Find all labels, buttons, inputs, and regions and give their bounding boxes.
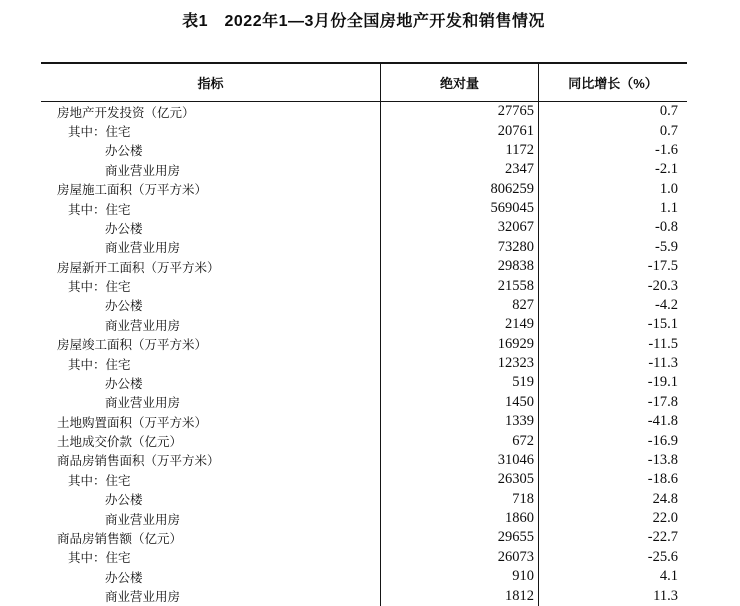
absolute-value-cell: 519: [380, 373, 538, 392]
table-row: [41, 528, 687, 547]
growth-value-cell: -2.1: [538, 160, 687, 179]
growth-value-cell: 1.1: [538, 199, 687, 218]
table-row: [41, 431, 687, 450]
indicator-cell: 其中：住宅: [68, 473, 131, 488]
col-header-indicator: 指标: [197, 76, 224, 91]
indicator-cell: 其中：住宅: [68, 357, 131, 372]
table-row: [41, 335, 687, 354]
absolute-value-cell: 718: [380, 490, 538, 509]
table-row: [41, 141, 687, 160]
indicator-cell: 办公楼: [105, 570, 143, 585]
table-row: [41, 257, 687, 276]
absolute-value-cell: 26305: [380, 470, 538, 489]
table-row: [41, 121, 687, 140]
indicator-cell: 办公楼: [105, 376, 143, 391]
growth-value-cell: 11.3: [538, 586, 687, 605]
col-header-yoy-growth: 同比增长（%）: [538, 64, 687, 101]
absolute-value-cell: 20761: [380, 121, 538, 140]
growth-value-cell: -25.6: [538, 548, 687, 567]
absolute-value-cell: 27765: [380, 102, 538, 121]
absolute-value-cell: 1450: [380, 393, 538, 412]
growth-value-cell: -0.8: [538, 218, 687, 237]
table-row: [41, 412, 687, 431]
growth-value-cell: -11.5: [538, 335, 687, 354]
growth-value-cell: -20.3: [538, 276, 687, 295]
table-row: [41, 315, 687, 334]
absolute-value-cell: 31046: [380, 451, 538, 470]
indicator-cell: 商业营业用房: [105, 512, 181, 527]
absolute-value-cell: 2149: [380, 315, 538, 334]
absolute-value-cell: 73280: [380, 238, 538, 257]
absolute-value-cell: 672: [380, 431, 538, 450]
growth-value-cell: -1.6: [538, 141, 687, 160]
absolute-value-cell: 1339: [380, 412, 538, 431]
absolute-value-cell: 2347: [380, 160, 538, 179]
indicator-cell: 商业营业用房: [105, 590, 181, 605]
table-row: [41, 586, 687, 605]
indicator-cell: 商业营业用房: [105, 241, 181, 256]
indicator-cell: 其中：住宅: [68, 280, 131, 295]
table-header-row: [41, 64, 687, 102]
indicator-cell: 商业营业用房: [105, 396, 181, 411]
absolute-value-cell: 1860: [380, 509, 538, 528]
indicator-cell: 商业营业用房: [105, 318, 181, 333]
table-row: [41, 451, 687, 470]
growth-value-cell: -11.3: [538, 354, 687, 373]
growth-value-cell: -16.9: [538, 431, 687, 450]
table-row: [41, 199, 687, 218]
table-row: [41, 567, 687, 586]
indicator-cell: 土地成交价款（亿元）: [57, 435, 183, 450]
indicator-cell: 房屋新开工面积（万平方米）: [57, 260, 220, 275]
absolute-value-cell: 1172: [380, 141, 538, 160]
indicator-cell: 房屋施工面积（万平方米）: [57, 183, 208, 198]
absolute-value-cell: 827: [380, 296, 538, 315]
table-row: [41, 490, 687, 509]
growth-value-cell: -18.6: [538, 470, 687, 489]
col-header-absolute-amount: 绝对量: [380, 64, 538, 101]
indicator-cell: 办公楼: [105, 221, 143, 236]
table-row: [41, 160, 687, 179]
indicator-cell: 其中：住宅: [68, 125, 131, 140]
absolute-value-cell: 806259: [380, 180, 538, 199]
table-row: [41, 393, 687, 412]
table-row: [41, 296, 687, 315]
absolute-value-cell: 1812: [380, 586, 538, 605]
growth-value-cell: -17.8: [538, 393, 687, 412]
growth-value-cell: -17.5: [538, 257, 687, 276]
table-row: [41, 238, 687, 257]
table-row: [41, 548, 687, 567]
absolute-value-cell: 21558: [380, 276, 538, 295]
indicator-cell: 房屋竣工面积（万平方米）: [57, 338, 208, 353]
indicator-cell: 商品房销售面积（万平方米）: [57, 454, 220, 469]
growth-value-cell: 0.7: [538, 102, 687, 121]
growth-value-cell: 22.0: [538, 509, 687, 528]
growth-value-cell: 0.7: [538, 121, 687, 140]
absolute-value-cell: 29655: [380, 528, 538, 547]
indicator-cell: 其中：住宅: [68, 551, 131, 566]
growth-value-cell: 4.1: [538, 567, 687, 586]
growth-value-cell: 24.8: [538, 490, 687, 509]
table-title: 表1 2022年1—3月份全国房地产开发和销售情况: [182, 13, 545, 30]
indicator-cell: 办公楼: [105, 299, 143, 314]
table-body: [41, 102, 687, 606]
table-row: [41, 373, 687, 392]
absolute-value-cell: 16929: [380, 335, 538, 354]
absolute-value-cell: 32067: [380, 218, 538, 237]
indicator-cell: 办公楼: [105, 493, 143, 508]
growth-value-cell: -4.2: [538, 296, 687, 315]
growth-value-cell: -13.8: [538, 451, 687, 470]
table-row: [41, 354, 687, 373]
growth-value-cell: -41.8: [538, 412, 687, 431]
indicator-cell: 房地产开发投资（亿元）: [57, 105, 195, 120]
absolute-value-cell: 12323: [380, 354, 538, 373]
indicator-cell: 其中：住宅: [68, 202, 131, 217]
absolute-value-cell: 29838: [380, 257, 538, 276]
table-row: [41, 470, 687, 489]
table-row: [41, 180, 687, 199]
absolute-value-cell: 910: [380, 567, 538, 586]
absolute-value-cell: 26073: [380, 548, 538, 567]
table-row: [41, 509, 687, 528]
indicator-cell: 土地购置面积（万平方米）: [57, 415, 208, 430]
table-row: [41, 276, 687, 295]
stats-table: [41, 62, 687, 606]
indicator-cell: 商业营业用房: [105, 163, 181, 178]
indicator-cell: 商品房销售额（亿元）: [57, 531, 183, 546]
indicator-cell: 办公楼: [105, 144, 143, 159]
growth-value-cell: 1.0: [538, 180, 687, 199]
growth-value-cell: -19.1: [538, 373, 687, 392]
table-row: [41, 102, 687, 121]
absolute-value-cell: 569045: [380, 199, 538, 218]
growth-value-cell: -22.7: [538, 528, 687, 547]
growth-value-cell: -15.1: [538, 315, 687, 334]
table-row: [41, 218, 687, 237]
growth-value-cell: -5.9: [538, 238, 687, 257]
